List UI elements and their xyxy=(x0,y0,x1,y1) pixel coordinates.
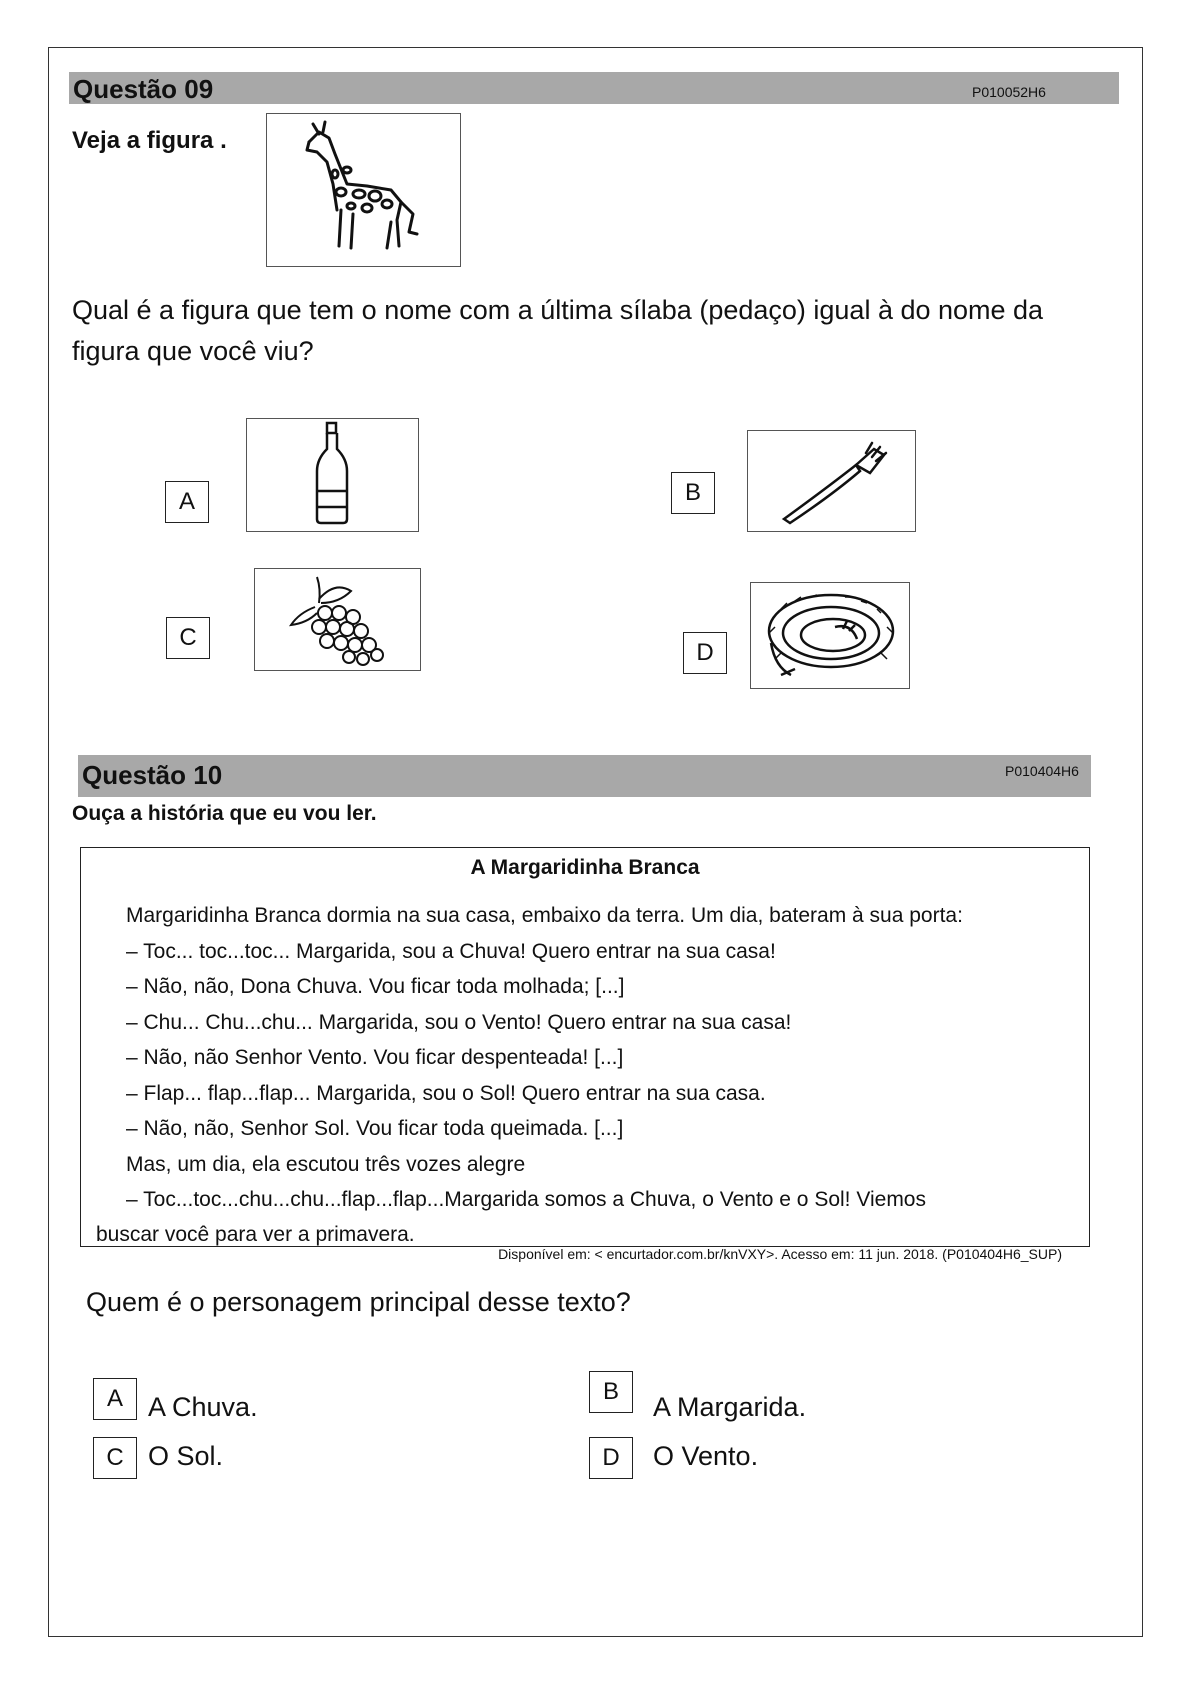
rope-icon xyxy=(751,583,907,687)
q9-option-d-box[interactable]: D xyxy=(683,632,727,674)
q9-option-a-image[interactable] xyxy=(246,418,419,532)
question-09-prompt: Veja a figura . xyxy=(72,127,227,154)
q9-option-a-box[interactable]: A xyxy=(165,481,209,523)
bottle-icon xyxy=(247,419,417,529)
question-09-text xyxy=(72,290,1043,372)
q10-option-a-text[interactable]: A Chuva. xyxy=(148,1392,258,1422)
q10-option-a-box[interactable]: A xyxy=(93,1378,137,1420)
question-10-code: P010404H6 xyxy=(1005,763,1079,779)
question-09-line-2: figura que você viu? xyxy=(72,336,314,366)
question-10-text: Quem é o personagem principal desse texto? xyxy=(86,1287,631,1317)
q10-option-b-text[interactable]: A Margarida. xyxy=(653,1392,807,1422)
story-box xyxy=(80,847,1090,1247)
question-09-header xyxy=(69,72,1119,104)
question-10-title: Questão 10 xyxy=(82,760,223,790)
q10-option-b-box[interactable]: B xyxy=(589,1371,633,1413)
q9-option-c-image[interactable] xyxy=(254,568,421,671)
story-line: Margaridinha Branca dormia na sua casa, embaixo da terra. Um dia, bateram à sua porta: xyxy=(126,904,963,927)
question-10-instruction: Ouça a história que eu vou ler. xyxy=(72,802,377,825)
q9-option-b-image[interactable] xyxy=(747,430,916,532)
toothbrush-icon xyxy=(748,431,914,529)
story-line: – Não, não Senhor Vento. Vou ficar despenteada! [...] xyxy=(126,1046,624,1069)
grapes-icon xyxy=(255,569,419,669)
giraffe-icon xyxy=(267,114,459,264)
story-line: – Toc... toc...toc... Margarida, sou a Chuva! Quero entrar na sua casa! xyxy=(126,940,776,963)
q10-option-c-text[interactable]: O Sol. xyxy=(148,1441,224,1471)
q9-option-d-image[interactable] xyxy=(750,582,910,689)
source-citation: Disponível em: < encurtador.com.br/knVXY>. Acesso em: 11 jun. 2018. (P010404H6_SUP) xyxy=(498,1246,1062,1262)
story-line: Mas, um dia, ela escutou três vozes alegre xyxy=(126,1153,526,1176)
question-09-code: P010052H6 xyxy=(972,84,1046,100)
question-10-header xyxy=(78,755,1091,797)
story-line: – Toc...toc...chu...chu...flap...flap...Margarida somos a Chuva, o Vento e o Sol! Viemos xyxy=(126,1188,926,1211)
story-line: – Flap... flap...flap... Margarida, sou o Sol! Quero entrar na sua casa. xyxy=(126,1082,766,1105)
story-line: – Não, não, Senhor Sol. Vou ficar toda queimada. [...] xyxy=(126,1117,624,1140)
giraffe-image xyxy=(266,113,461,267)
question-09-title: Questão 09 xyxy=(73,74,214,104)
question-09-line-1: Qual é a figura que tem o nome com a última sílaba (pedaço) igual à do nome da xyxy=(72,295,1044,325)
story-line: buscar você para ver a primavera. xyxy=(96,1223,415,1246)
story-line: – Chu... Chu...chu... Margarida, sou o Vento! Quero entrar na sua casa! xyxy=(126,1011,792,1034)
q10-option-c-box[interactable]: C xyxy=(93,1437,137,1479)
story-line: – Não, não, Dona Chuva. Vou ficar toda molhada; [...] xyxy=(126,975,625,998)
story-title: A Margaridinha Branca xyxy=(470,856,700,879)
q10-option-d-text[interactable]: O Vento. xyxy=(653,1441,759,1471)
q9-option-b-box[interactable]: B xyxy=(671,472,715,514)
q10-option-d-box[interactable]: D xyxy=(589,1437,633,1479)
q9-option-c-box[interactable]: C xyxy=(166,617,210,659)
